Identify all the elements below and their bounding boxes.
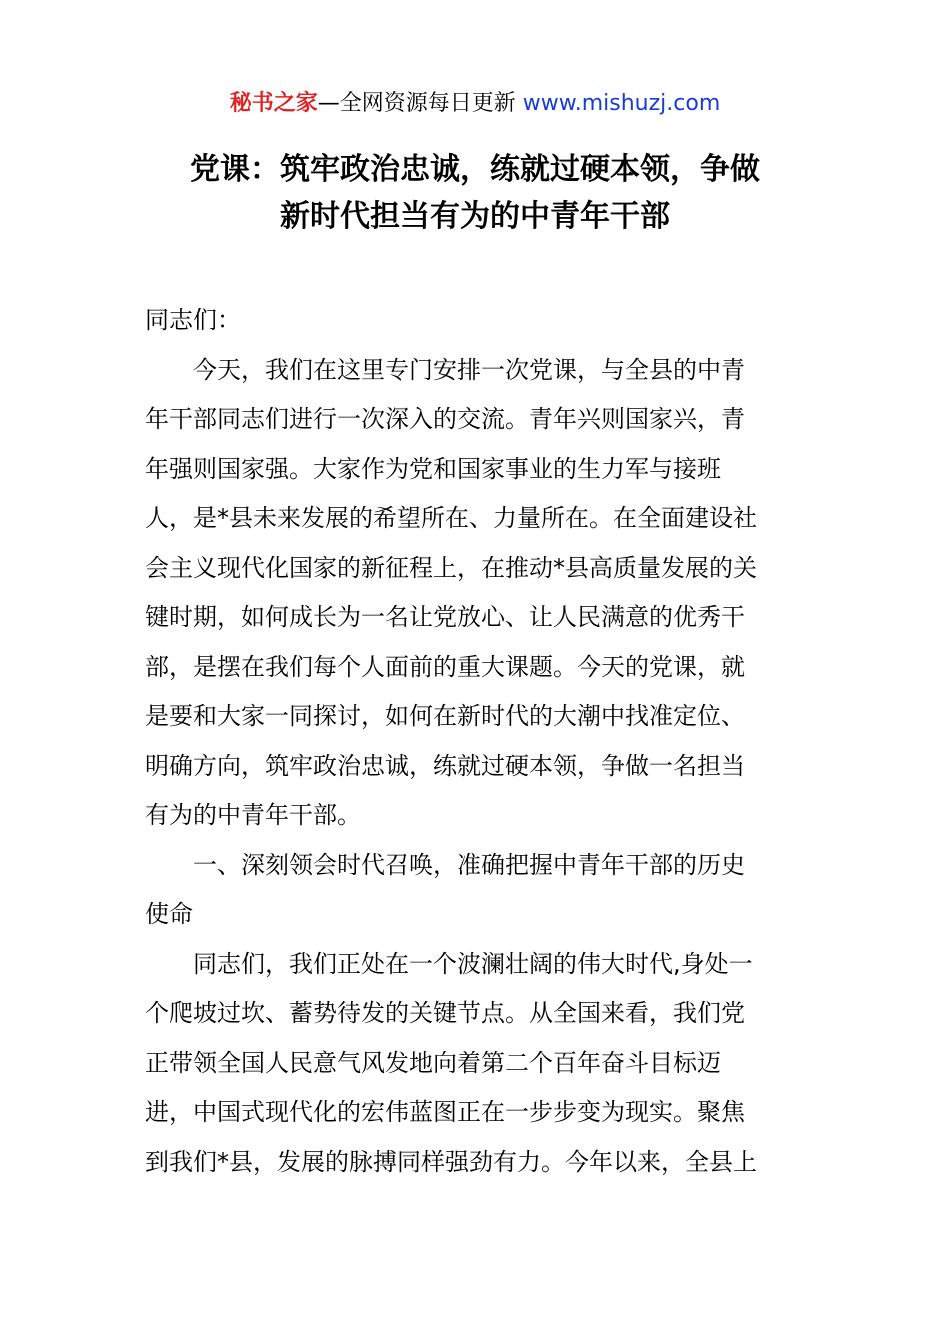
title-line-1: 党课：筑牢政治忠诚，练就过硬本领，争做 (190, 152, 760, 187)
paragraph-line: 进，中国式现代化的宏伟蓝图正在一步步变为现实。聚焦 (145, 1098, 745, 1126)
paragraph-line: 明确方向，筑牢政治忠诚，练就过硬本领，争做一名担当 (145, 751, 745, 780)
paragraph-line: 今天，我们在这里专门安排一次党课，与全县的中青 (193, 355, 745, 384)
paragraph-line: 个爬坡过坎、蓄势待发的关键节点。从全国来看，我们党 (145, 999, 745, 1027)
paragraph-line: 年干部同志们进行一次深入的交流。青年兴则国家兴，青 (145, 405, 745, 433)
paragraph-line: 人，是*县未来发展的希望所在、力量所在。在全面建设社 (145, 504, 757, 532)
paragraph-line: 是要和大家一同探讨，如何在新时代的大潮中找准定位、 (145, 702, 745, 730)
site-header (0, 88, 950, 120)
site-tagline: —全网资源每日更新 (317, 91, 523, 116)
paragraph-line: 年强则国家强。大家作为党和国家事业的生力军与接班 (145, 454, 721, 483)
section-heading-line: 使命 (145, 900, 193, 928)
title-line-2: 新时代担当有为的中青年干部 (280, 199, 670, 234)
paragraph-line: 部，是摆在我们每个人面前的重大课题。今天的党课，就 (145, 652, 745, 681)
paragraph-line: 会主义现代化国家的新征程上，在推动*县高质量发展的关 (145, 553, 757, 582)
paragraph-line: 到我们*县，发展的脉搏同样强劲有力。今年以来，全县上 (145, 1147, 757, 1176)
document-body (145, 296, 815, 1187)
salutation: 同志们： (145, 306, 241, 334)
document-title (0, 146, 950, 240)
paragraph-line: 有为的中青年干部。 (145, 801, 361, 829)
paragraph-line: 同志们，我们正处在一个波澜壮阔的伟大时代,身处一 (193, 949, 753, 978)
paragraph-line: 正带领全国人民意气风发地向着第二个百年奋斗目标迈 (145, 1048, 721, 1077)
brand-name: 秘书之家 (229, 91, 318, 116)
paragraph-line: 键时期，如何成长为一名让党放心、让人民满意的优秀干 (145, 603, 745, 631)
site-url-link[interactable]: www.mishuzj.com (522, 91, 721, 116)
section-heading-line: 一、深刻领会时代召唤，准确把握中青年干部的历史 (193, 850, 745, 879)
